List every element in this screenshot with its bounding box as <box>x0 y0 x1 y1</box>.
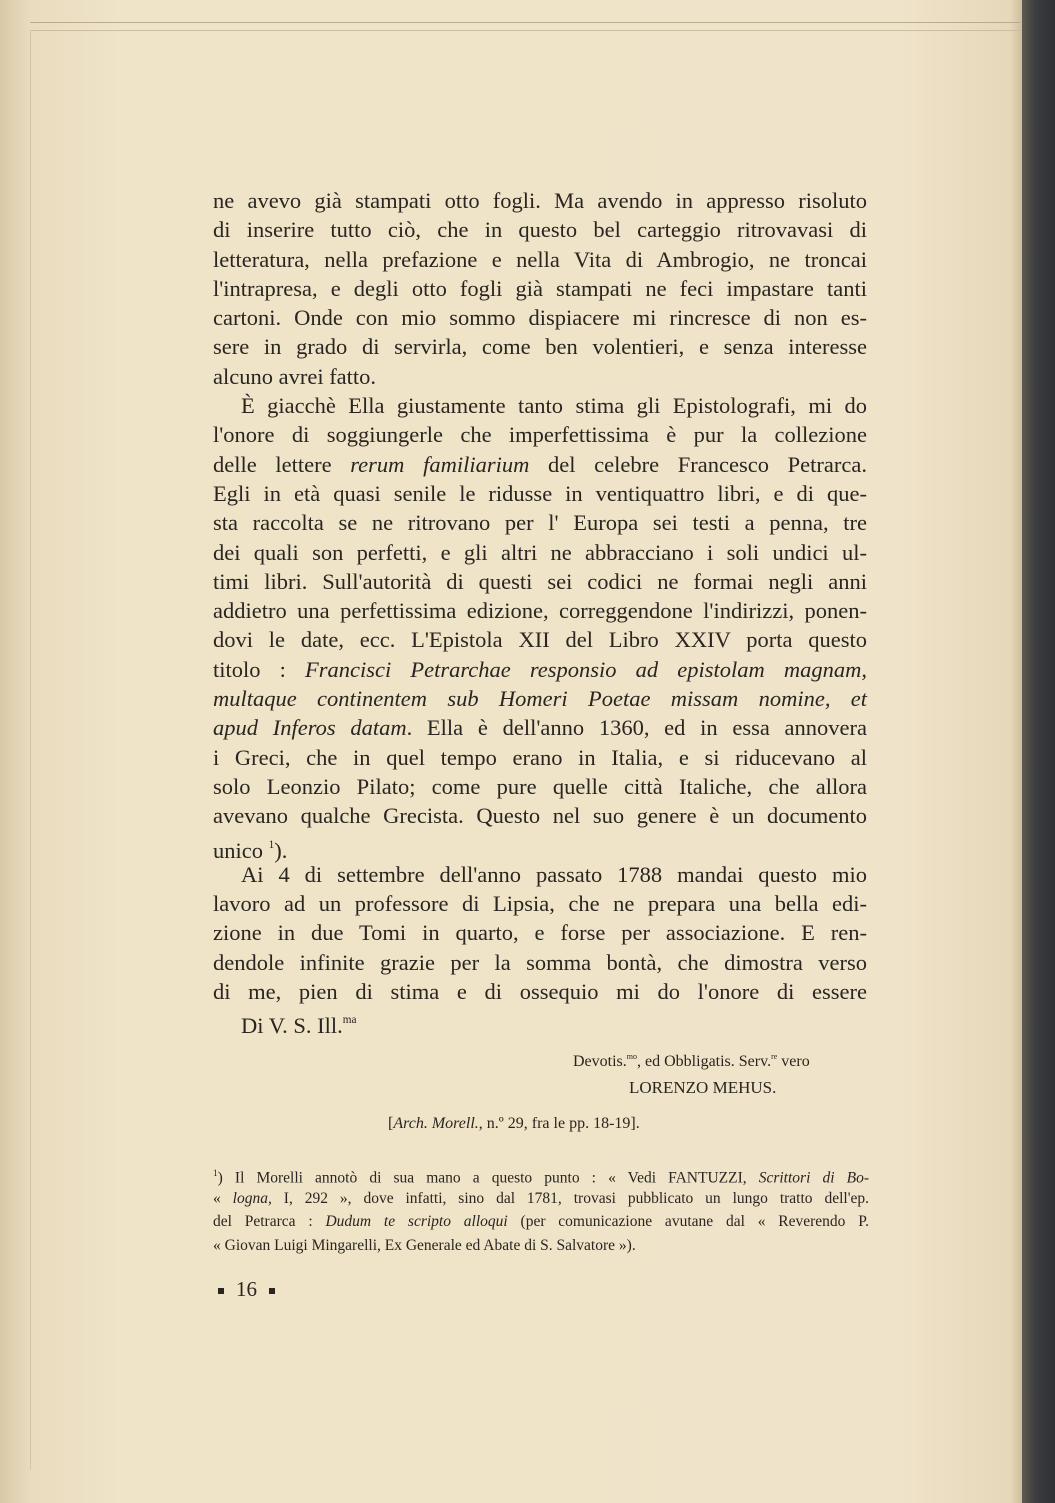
book-cover-edge <box>1022 0 1055 1503</box>
closing-text: Devotis. <box>573 1053 627 1071</box>
text-line <box>213 655 867 684</box>
square-ornament-icon <box>269 1288 275 1294</box>
text-line <box>213 215 867 244</box>
text-line <box>213 948 867 977</box>
text-segment: sta raccolta se ne ritrovano per l' Europa sei testi a penna, tre <box>213 510 867 536</box>
text-segment: I, 292 », dove infatti, sino dal 1781, trovasi pubblicato un lungo tratto dell'ep. <box>271 1189 869 1207</box>
italic-text: logna, <box>232 1189 272 1207</box>
text-line <box>213 1006 867 1039</box>
text-segment: Ai 4 di settembre dell'anno passato 1788 mandai questo mio <box>241 861 867 887</box>
text-segment: l'onore di soggiungerle che imperfettissima è pur la collezione <box>213 422 867 448</box>
footnote-line <box>213 1187 869 1211</box>
closing-line <box>573 1052 810 1071</box>
text-segment: di inserire tutto ciò, che in questo bel carteggio ritrovavasi di <box>213 217 867 243</box>
text-segment: i Greci, che in quel tempo erano in Italia, e si riducevano al <box>213 744 867 770</box>
italic-text: rerum familiarium <box>350 451 530 477</box>
signature-name: LORENZO MEHUS. <box>629 1078 777 1097</box>
text-segment: alcuno avrei fatto. <box>213 363 377 389</box>
ref-bracket: [ <box>388 1115 394 1132</box>
text-line <box>213 450 867 479</box>
square-ornament-icon <box>218 1288 224 1294</box>
italic-text: Scrittori di Bo- <box>758 1169 870 1187</box>
page-edge-line <box>30 22 1020 23</box>
text-line <box>213 274 867 303</box>
text-segment: ne avevo già stampati otto fogli. Ma avendo in appresso risoluto <box>213 188 867 213</box>
footnote-line <box>213 1210 869 1234</box>
text-segment: di me, pien di stima e di ossequio mi do l'onore di essere <box>213 979 867 1005</box>
text-segment: È giacchè Ella giustamente tanto stima gli Epistolografi, mi do <box>241 393 867 419</box>
closing-text: , ed Obbligatis. Serv. <box>637 1053 772 1071</box>
text-segment: letteratura, nella prefazione e nella Vita di Ambrogio, ne troncai <box>213 246 867 272</box>
text-segment: « Giovan Luigi Mingarelli, Ex Generale ed Abate di S. Salvatore »). <box>213 1236 636 1254</box>
text-segment: zione in due Tomi in quarto, e forse per associazione. E ren- <box>213 920 867 946</box>
text-segment: addietro una perfettissima edizione, correggendone l'indirizzi, ponen- <box>213 598 867 624</box>
text-line <box>213 538 867 567</box>
ref-details: , n.º 29, fra le pp. 18-19]. <box>478 1115 640 1132</box>
text-line <box>213 831 867 863</box>
superscript: 1 <box>213 1169 218 1179</box>
superscript: 1 <box>268 838 275 851</box>
text-segment: ) Il Morelli annotò di sua mano a questo punto : « Vedi FANTUZZI, <box>217 1169 759 1187</box>
text-segment: Di V. S. Ill. <box>241 1013 343 1039</box>
text-line <box>213 772 867 801</box>
text-segment: avevano qualche Grecista. Questo nel suo genere è un documento <box>213 803 867 829</box>
closing-sup: mo <box>626 1052 638 1061</box>
closing-sup: re <box>771 1052 778 1061</box>
italic-text: multaque continentem sub Homeri Poetae missam nomine, et <box>213 686 867 712</box>
text-line <box>213 713 867 742</box>
text-segment: solo Leonzio Pilato; come pure quelle città Italiche, che allora <box>213 773 867 799</box>
closing-text: vero <box>777 1053 810 1071</box>
text-segment: Egli in età quasi senile le ridusse in ventiquattro libri, e di que- <box>213 480 867 506</box>
footnote-line <box>213 1234 869 1258</box>
text-line <box>213 362 867 391</box>
text-segment: del Petrarca : <box>213 1213 326 1230</box>
text-line <box>213 977 867 1006</box>
text-segment: l'intrapresa, e degli otto fogli già stampati ne feci impastare tanti <box>213 275 867 301</box>
text-line <box>213 332 867 361</box>
text-line <box>213 743 867 772</box>
text-line <box>213 303 867 332</box>
text-segment: sere in grado di servirla, come ben volentieri, e senza interesse <box>213 334 867 360</box>
text-segment: dendole infinite grazie per la somma bontà, che dimostra verso <box>213 949 867 975</box>
italic-text: Dudum te scripto alloqui <box>325 1213 508 1230</box>
text-line <box>213 186 867 215</box>
text-segment: dei quali son perfetti, e gli altri ne abbracciano i soli undici ul- <box>213 539 867 565</box>
page-edge-line <box>30 30 1020 31</box>
text-segment: lavoro ad un professore di Lipsia, che ne prepara una bella edi- <box>213 891 867 917</box>
text-segment: cartoni. Onde con mio sommo dispiacere mi rincresce di non es- <box>213 305 867 331</box>
superscript: ma <box>342 1014 357 1027</box>
text-segment: « <box>213 1189 233 1207</box>
text-line <box>213 918 867 947</box>
text-segment: titolo : <box>213 656 305 682</box>
text-line <box>213 567 867 596</box>
ref-source: Arch. Morell. <box>393 1115 479 1132</box>
footnote <box>213 1163 869 1257</box>
italic-text: apud Inferos datam <box>213 715 407 741</box>
text-line <box>213 801 867 830</box>
archive-reference <box>388 1115 640 1133</box>
text-line <box>213 420 867 449</box>
page-number <box>218 1277 287 1302</box>
text-segment: del celebre Francesco Petrarca. <box>529 451 867 477</box>
text-line <box>213 860 867 889</box>
text-line <box>213 508 867 537</box>
text-line <box>213 391 867 420</box>
italic-text: Francisci Petrarchae responsio ad epistolam magnam, <box>305 656 867 682</box>
text-line <box>213 479 867 508</box>
text-line <box>213 245 867 274</box>
footnote-line <box>213 1163 869 1187</box>
text-segment: (per comunicazione avutane dal « Reverendo P. <box>507 1213 869 1230</box>
letter-body <box>213 186 867 1039</box>
text-line <box>213 596 867 625</box>
text-segment: ). <box>274 837 288 863</box>
text-segment: timi libri. Sull'autorità di questi sei codici ne formai negli anni <box>213 568 867 594</box>
text-segment: dovi le date, ecc. L'Epistola XII del Libro XXIV porta questo <box>213 627 867 653</box>
text-line <box>213 889 867 918</box>
text-line <box>213 625 867 654</box>
page-edge-line <box>30 30 31 1470</box>
text-segment: delle lettere <box>213 451 351 477</box>
text-segment: unico <box>213 837 269 863</box>
page-number-text: 16 <box>236 1277 257 1301</box>
text-segment: . Ella è dell'anno 1360, ed in essa annovera <box>406 715 867 741</box>
text-line <box>213 684 867 713</box>
